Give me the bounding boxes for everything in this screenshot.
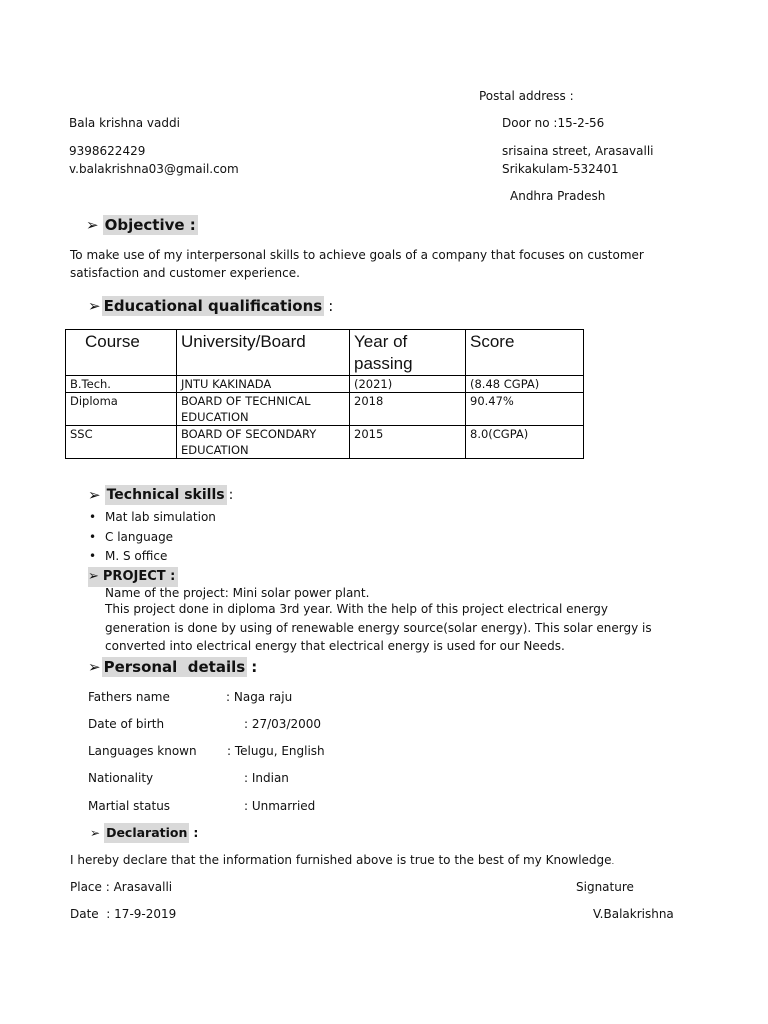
column-header-university: University/Board <box>177 330 350 376</box>
personal-title: Personal details <box>103 658 246 676</box>
signature-name: V.Balakrishna <box>593 907 674 921</box>
marital-status-label: Martial status <box>88 799 171 813</box>
personal-heading <box>88 657 257 677</box>
declaration-title: Declaration <box>104 823 189 843</box>
languages-label: Languages known <box>88 744 197 758</box>
skill-label: M. S office <box>105 549 168 563</box>
bullet-icon: • <box>89 510 97 524</box>
project-heading <box>88 567 178 587</box>
education-heading <box>88 296 333 316</box>
skills-heading <box>88 485 233 505</box>
languages-value: : Telugu, English <box>227 744 325 758</box>
column-header-year: Year of passing <box>350 330 466 376</box>
declaration-sentence: I hereby declare that the information furnished above is true to the best of my Knowledge <box>70 853 612 867</box>
date: Date : 17-9-2019 <box>70 907 177 921</box>
list-item <box>86 547 216 567</box>
city-pincode: Srikakulam-532401 <box>502 162 619 176</box>
marital-status-value: : Unmarried <box>244 799 316 813</box>
objective-text-line-2: satisfaction and customer experience. <box>70 266 300 280</box>
university-cell: BOARD OF TECHNICAL EDUCATION <box>177 393 350 426</box>
candidate-name: Bala krishna vaddi <box>69 116 180 130</box>
project-desc-line-3: converted into electrical energy that electrical energy is used for our Needs. <box>105 639 565 653</box>
street-address: srisaina street, Arasavalli <box>502 144 654 158</box>
project-name: Name of the project: Mini solar power plant. <box>105 586 370 600</box>
year-cell: 2018 <box>350 393 466 426</box>
signature-label: Signature <box>576 880 634 894</box>
skill-label: Mat lab simulation <box>105 510 216 524</box>
score-cell: 8.0(CGPA) <box>466 426 584 459</box>
skill-label: C language <box>105 529 174 544</box>
dob-label: Date of birth <box>88 717 165 731</box>
phone-number: 9398622429 <box>69 144 146 158</box>
table-row <box>66 393 584 426</box>
list-item <box>86 508 216 528</box>
arrow-bullet-icon: ➢ <box>88 569 99 584</box>
arrow-bullet-icon: ➢ <box>90 826 101 840</box>
education-colon: : <box>328 297 334 315</box>
university-cell: JNTU KAKINADA <box>177 376 350 393</box>
list-item <box>86 528 216 548</box>
father-name-label: Fathers name <box>88 690 170 704</box>
skills-colon: : <box>228 487 234 503</box>
bullet-icon: • <box>89 549 97 563</box>
objective-text-line-1: To make use of my interpersonal skills to achieve goals of a company that focuses on customer <box>70 248 644 262</box>
year-cell: 2015 <box>350 426 466 459</box>
skills-title: Technical skills <box>106 487 225 503</box>
project-desc-line-2: generation is done by using of renewable energy source(solar energy). This solar energy is <box>105 621 652 635</box>
course-cell: B.Tech. <box>66 376 177 393</box>
course-cell: Diploma <box>66 393 177 426</box>
arrow-bullet-icon: ➢ <box>88 297 101 315</box>
education-title: Educational qualifications <box>103 297 323 315</box>
education-table <box>65 329 584 459</box>
objective-title: Objective : <box>104 216 196 234</box>
table-row <box>66 376 584 393</box>
place: Place : Arasavalli <box>70 880 173 894</box>
project-title: PROJECT : <box>102 569 176 584</box>
column-header-score: Score <box>466 330 584 376</box>
father-name-value: : Naga raju <box>226 690 293 704</box>
year-cell: (2021) <box>350 376 466 393</box>
skills-list <box>86 508 216 567</box>
arrow-bullet-icon: ➢ <box>88 658 101 676</box>
declaration-text <box>70 852 614 870</box>
score-cell: (8.48 CGPA) <box>466 376 584 393</box>
table-header-row <box>66 330 584 376</box>
state: Andhra Pradesh <box>510 189 606 203</box>
postal-address-label: Postal address : <box>479 89 574 103</box>
declaration-colon: : <box>193 825 199 840</box>
score-cell: 90.47% <box>466 393 584 426</box>
column-header-course: Course <box>66 330 177 376</box>
arrow-bullet-icon: ➢ <box>88 486 101 504</box>
nationality-value: : Indian <box>244 771 289 785</box>
objective-heading <box>86 215 198 235</box>
project-desc-line-1: This project done in diploma 3rd year. With the help of this project electrical energy <box>105 602 608 616</box>
declaration-period: . <box>611 857 615 866</box>
bullet-icon: • <box>89 529 97 544</box>
declaration-heading <box>90 823 198 843</box>
nationality-label: Nationality <box>88 771 154 785</box>
email-address: v.balakrishna03@gmail.com <box>69 162 239 176</box>
personal-colon: : <box>251 658 258 676</box>
door-number: Door no :15-2-56 <box>502 116 605 130</box>
arrow-bullet-icon: ➢ <box>86 216 99 234</box>
dob-value: : 27/03/2000 <box>244 717 322 731</box>
university-cell: BOARD OF SECONDARY EDUCATION <box>177 426 350 459</box>
course-cell: SSC <box>66 426 177 459</box>
table-row <box>66 426 584 459</box>
